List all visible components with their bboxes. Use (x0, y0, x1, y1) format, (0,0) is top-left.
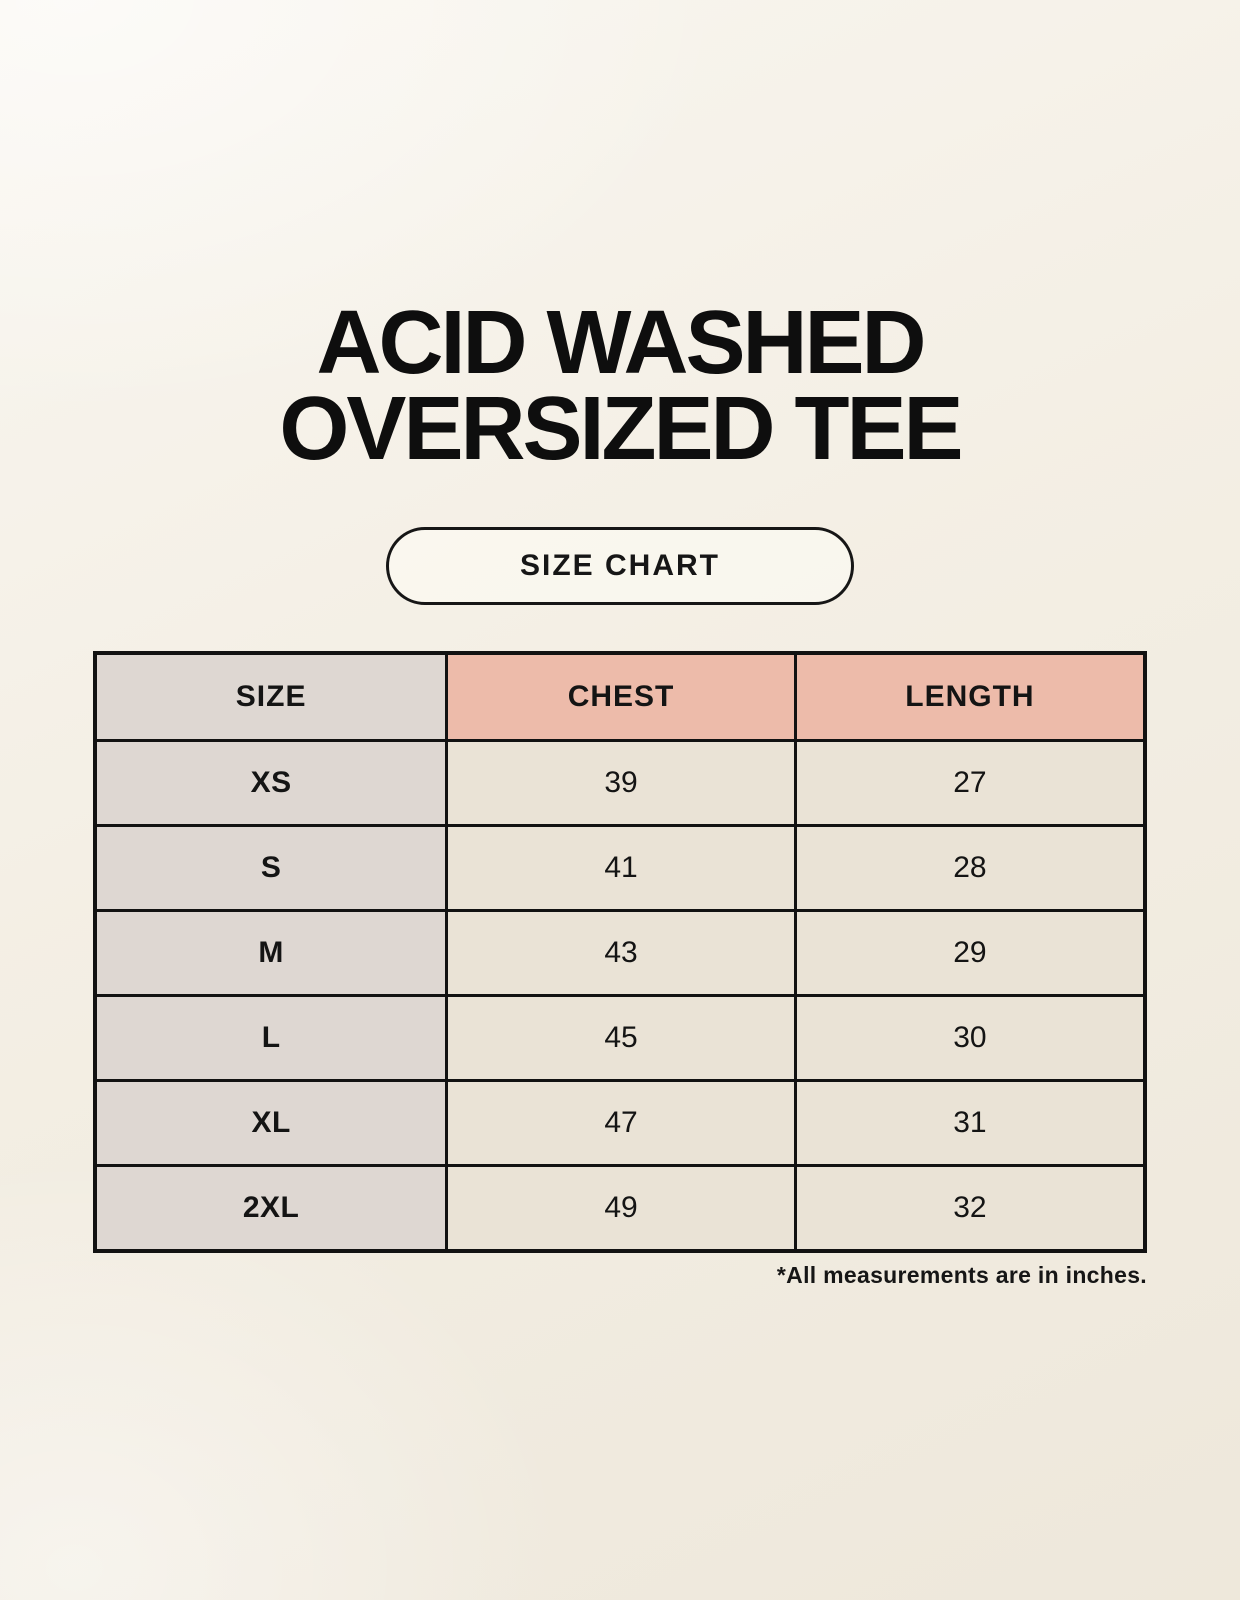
product-title (0, 0, 1240, 480)
length-cell: 27 (795, 741, 1145, 826)
table-row (95, 1166, 1145, 1251)
chest-cell: 49 (447, 1166, 796, 1251)
table-row (95, 826, 1145, 911)
length-cell: 31 (795, 1081, 1145, 1166)
size-cell: M (95, 911, 447, 996)
product-title-line2: OVERSIZED TEE (279, 379, 961, 480)
product-title-line1: ACID WASHED (316, 293, 924, 393)
size-cell: 2XL (95, 1166, 447, 1251)
size-chart-button-label: SIZE CHART (520, 548, 720, 582)
size-cell: L (95, 996, 447, 1081)
size-cell: XL (95, 1081, 447, 1166)
table-header-row (95, 653, 1145, 741)
measurements-note: *All measurements are in inches. (776, 1261, 1147, 1288)
chest-cell: 43 (447, 911, 796, 996)
chest-cell: 47 (447, 1081, 796, 1166)
length-cell: 28 (795, 826, 1145, 911)
length-cell: 30 (795, 996, 1145, 1081)
length-cell: 29 (795, 911, 1145, 996)
column-header-size: SIZE (95, 653, 447, 741)
size-table (93, 651, 1147, 1253)
table-row (95, 1081, 1145, 1166)
table-row (95, 741, 1145, 826)
chest-cell: 45 (447, 996, 796, 1081)
size-chart-button[interactable] (386, 527, 854, 605)
size-cell: XS (95, 741, 447, 826)
column-header-chest: CHEST (447, 653, 796, 741)
length-cell: 32 (795, 1166, 1145, 1251)
size-cell: S (95, 826, 447, 911)
chest-cell: 41 (447, 826, 796, 911)
chest-cell: 39 (447, 741, 796, 826)
table-row (95, 911, 1145, 996)
size-table-container (93, 651, 1147, 1253)
table-row (95, 996, 1145, 1081)
column-header-length: LENGTH (795, 653, 1145, 741)
